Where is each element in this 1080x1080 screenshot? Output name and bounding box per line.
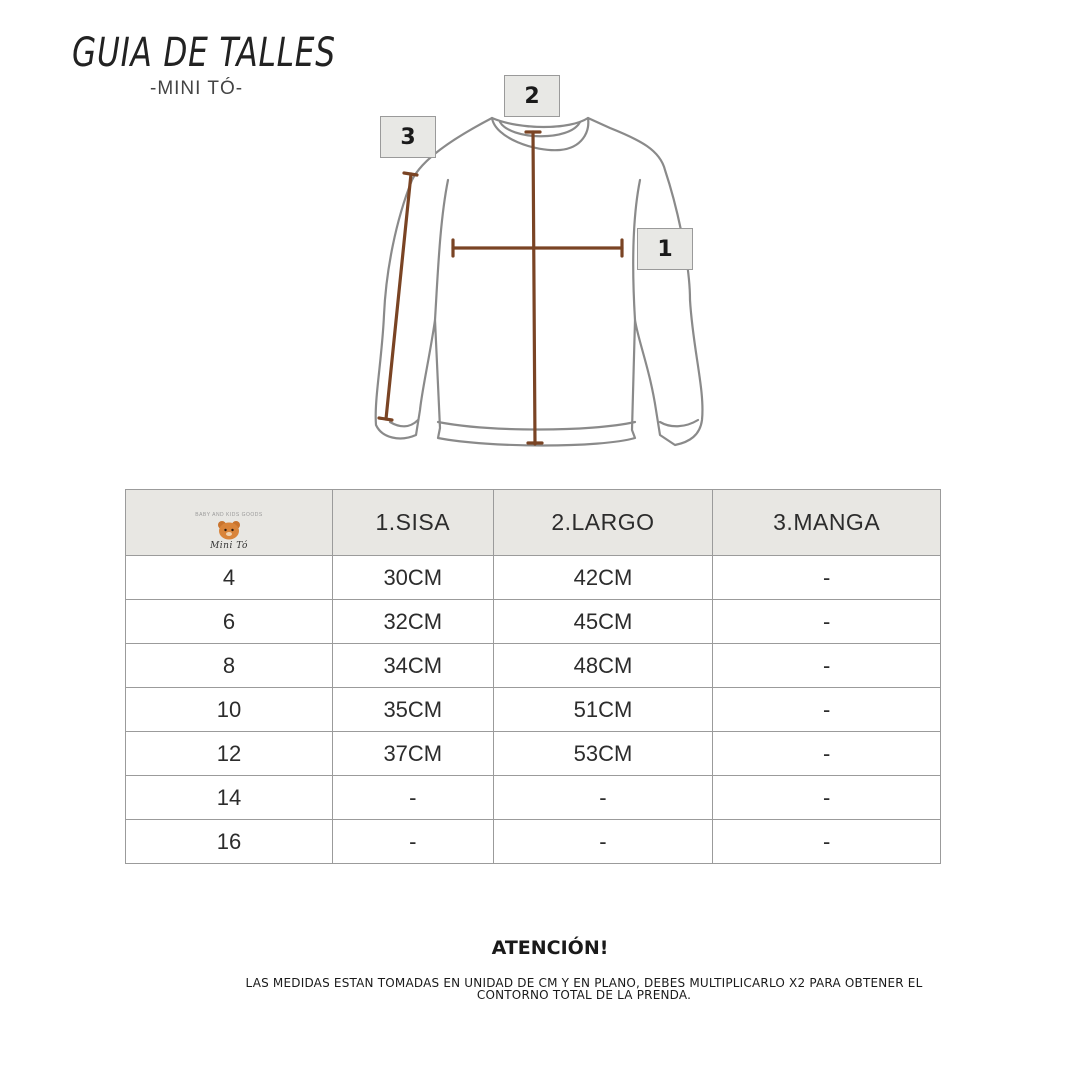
measurement-note: LAS MEDIDAS ESTAN TOMADAS EN UNIDAD DE CM Y EN PLANO, DEBES MULTIPLICARLO X2 PARA OBTENER EL CONTORNO TOTAL DE LA PRENDA. [245, 976, 923, 1002]
label-box-1: 1 [637, 228, 693, 270]
brand-logo [195, 512, 262, 551]
manga-cell: - [713, 820, 941, 864]
logo-tagline: BABY AND KIDS GOODS [195, 511, 263, 518]
header-largo: 2.LARGO [493, 490, 713, 556]
sisa-cell: 34CM [333, 644, 494, 688]
header-manga: 3.MANGA [713, 490, 941, 556]
page-title: GUIA DE TALLES [72, 30, 336, 76]
sweater-diagram [360, 70, 720, 460]
size-table [125, 489, 941, 864]
size-cell: 10 [126, 688, 333, 732]
size-cell: 8 [126, 644, 333, 688]
logo-cell [126, 490, 333, 556]
size-cell: 14 [126, 776, 333, 820]
largo-cell: 53CM [493, 732, 713, 776]
table-row [126, 732, 941, 776]
largo-cell: 48CM [493, 644, 713, 688]
sisa-cell: - [333, 820, 494, 864]
logo-brand: Mini Tó [210, 540, 248, 551]
largo-cell: 51CM [493, 688, 713, 732]
size-cell: 16 [126, 820, 333, 864]
size-cell: 6 [126, 600, 333, 644]
sisa-cell: 32CM [333, 600, 494, 644]
manga-cell: - [713, 600, 941, 644]
manga-cell: - [713, 776, 941, 820]
label-box-2: 2 [504, 75, 560, 117]
sleeve-line [386, 174, 411, 419]
page-subtitle: -MINI TÓ- [150, 78, 244, 99]
manga-cell: - [713, 556, 941, 600]
sisa-cell: 37CM [333, 732, 494, 776]
length-line [533, 132, 535, 444]
table-row [126, 600, 941, 644]
sisa-cell: - [333, 776, 494, 820]
largo-cell: - [493, 820, 713, 864]
bear-icon [217, 520, 241, 540]
table-row [126, 776, 941, 820]
table-row [126, 820, 941, 864]
largo-cell: 42CM [493, 556, 713, 600]
largo-cell: 45CM [493, 600, 713, 644]
table-row [126, 688, 941, 732]
attention-heading: ATENCIÓN! [491, 937, 609, 959]
largo-cell: - [493, 776, 713, 820]
sisa-cell: 35CM [333, 688, 494, 732]
sisa-cell: 30CM [333, 556, 494, 600]
table-header-row [126, 490, 941, 556]
size-cell: 4 [126, 556, 333, 600]
measure-lines [379, 132, 622, 444]
label-box-3: 3 [380, 116, 436, 158]
header-sisa: 1.SISA [333, 490, 494, 556]
table-row [126, 556, 941, 600]
table-row [126, 644, 941, 688]
size-cell: 12 [126, 732, 333, 776]
manga-cell: - [713, 644, 941, 688]
manga-cell: - [713, 732, 941, 776]
manga-cell: - [713, 688, 941, 732]
